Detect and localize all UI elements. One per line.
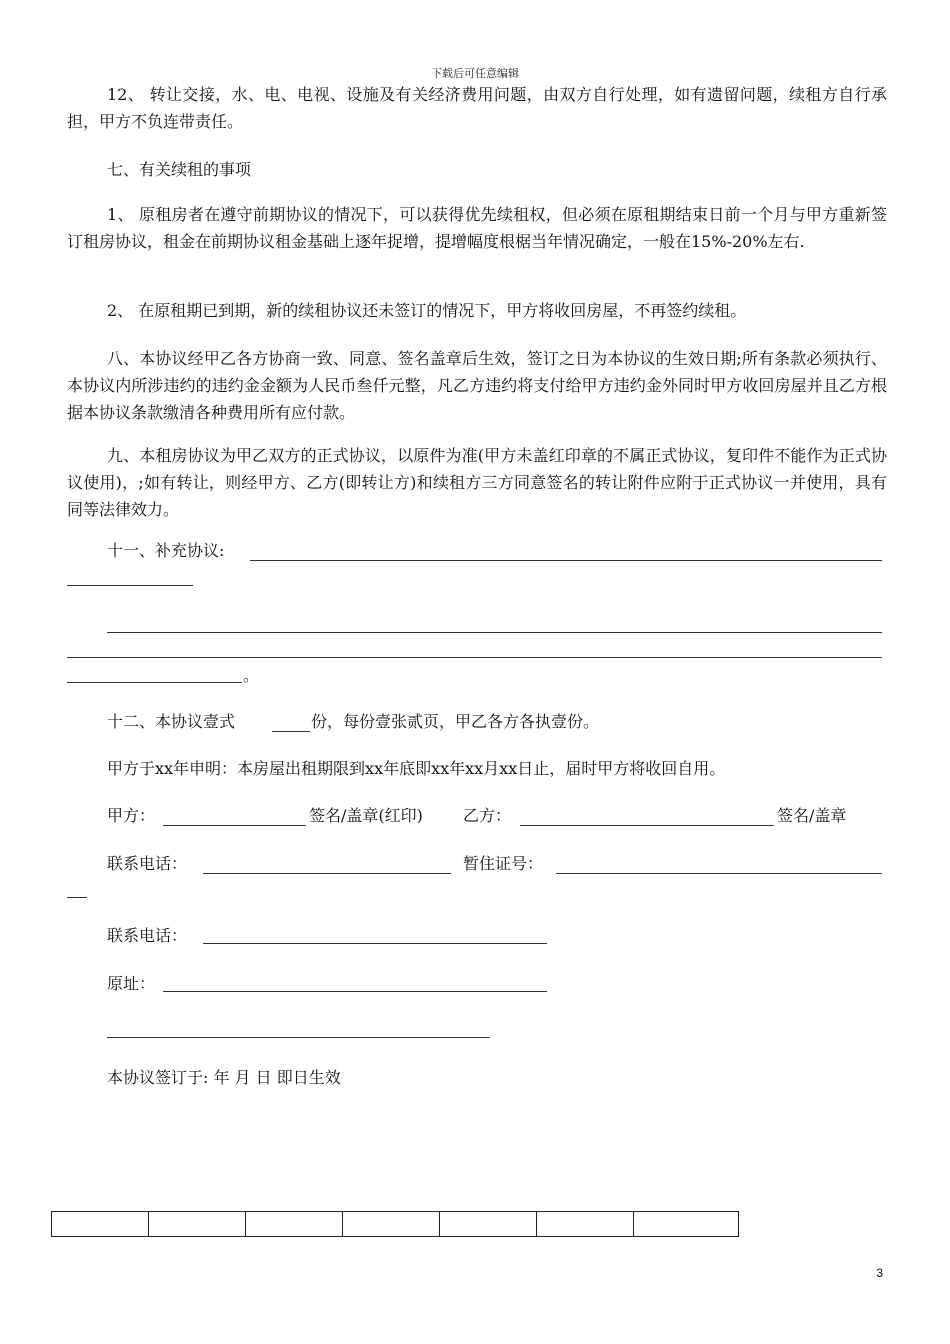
party-a-signature-field[interactable] — [163, 825, 306, 826]
clause-12: 12、 转让交接，水、电、电视、设施及有关经济费用问题，由双方自行处理，如有遗留问题，续租方自行承担，甲方不负连带责任。 — [67, 85, 887, 131]
grid-cell — [246, 1212, 343, 1236]
page-number: 3 — [876, 1266, 883, 1280]
section-8: 八、本协议经甲乙各方协商一致、同意、签名盖章后生效，签订之日为本协议的生效日期;所有条款必须执行、本协议内所涉违约的违约金金额为人民币叁仟元整，凡乙方违约将支付给甲方违约金外同时甲方收回房屋并且乙方根据本协议条款缴清各种费用所有应付款。 — [67, 349, 887, 422]
party-b-label: 乙方： — [463, 806, 512, 825]
section-12-suffix: 份，每份壹张贰页，甲乙各方各执壹份。 — [311, 712, 600, 731]
section-7-item-2: 2、 在原租期已到期，新的续租协议还未签订的情况下，甲方将收回房屋，不再签约续租。 — [107, 301, 747, 320]
supplement-line-2[interactable] — [67, 585, 193, 586]
footer-grid — [51, 1211, 739, 1237]
address-label: 原址： — [107, 974, 156, 993]
section-12-prefix: 十二、本协议壹式 — [107, 712, 236, 731]
permit-label: 暂住证号： — [463, 854, 544, 873]
section-9: 九、本租房协议为甲乙双方的正式协议，以原件为准(甲方未盖红印章的不属正式协议，复印件不能作为正式协议使用)，;如有转让，则经甲方、乙方(即转让方)和续租方三方同意签名的转让附件应附于正式协议一并使用，具有同等法律效力。 — [67, 446, 887, 519]
declaration: 甲方于xx年申明：本房屋出租期限到xx年底即xx年xx月xx日止，届时甲方将收回自用。 — [107, 759, 726, 778]
section-7-title: 七、有关续租的事项 — [107, 160, 252, 179]
grid-cell — [537, 1212, 634, 1236]
section-11-label: 十一、补充协议: — [107, 541, 225, 560]
party-a-sign-note: 签名/盖章(红印) — [309, 806, 423, 825]
supplement-end-mark: 。 — [243, 666, 260, 685]
party-a-label: 甲方： — [107, 806, 156, 825]
grid-cell — [343, 1212, 440, 1236]
party-b-sign-note: 签名/盖章 — [777, 806, 847, 825]
phone-field[interactable] — [203, 873, 451, 874]
supplement-line-3[interactable] — [107, 632, 882, 633]
supplement-line-4[interactable] — [67, 657, 882, 658]
permit-field[interactable] — [556, 873, 882, 874]
grid-cell — [52, 1212, 149, 1236]
phone2-label: 联系电话： — [107, 926, 188, 945]
party-b-signature-field[interactable] — [520, 825, 774, 826]
address-field[interactable] — [163, 991, 547, 992]
header-note: 下载后可任意编辑 — [431, 67, 519, 80]
copies-blank[interactable] — [272, 731, 310, 732]
address-field-2[interactable] — [107, 1037, 490, 1038]
grid-cell — [440, 1212, 537, 1236]
permit-field-wrap[interactable] — [67, 897, 87, 898]
section-7-item-1: 1、 原租房者在遵守前期协议的情况下，可以获得优先续租权，但必须在原租期结束日前一个月与甲方重新签订租房协议，租金在前期协议租金基础上逐年捉增，提增幅度根椐当年情况确定，一般在15%-20%左右. — [67, 205, 887, 251]
supplement-line-1[interactable] — [250, 560, 882, 561]
grid-cell — [634, 1212, 738, 1236]
phone2-field[interactable] — [203, 943, 547, 944]
phone-label: 联系电话： — [107, 854, 188, 873]
grid-cell — [149, 1212, 246, 1236]
supplement-line-5[interactable] — [67, 682, 242, 683]
signed-date: 本协议签订于: 年 月 日 即日生效 — [107, 1068, 341, 1087]
